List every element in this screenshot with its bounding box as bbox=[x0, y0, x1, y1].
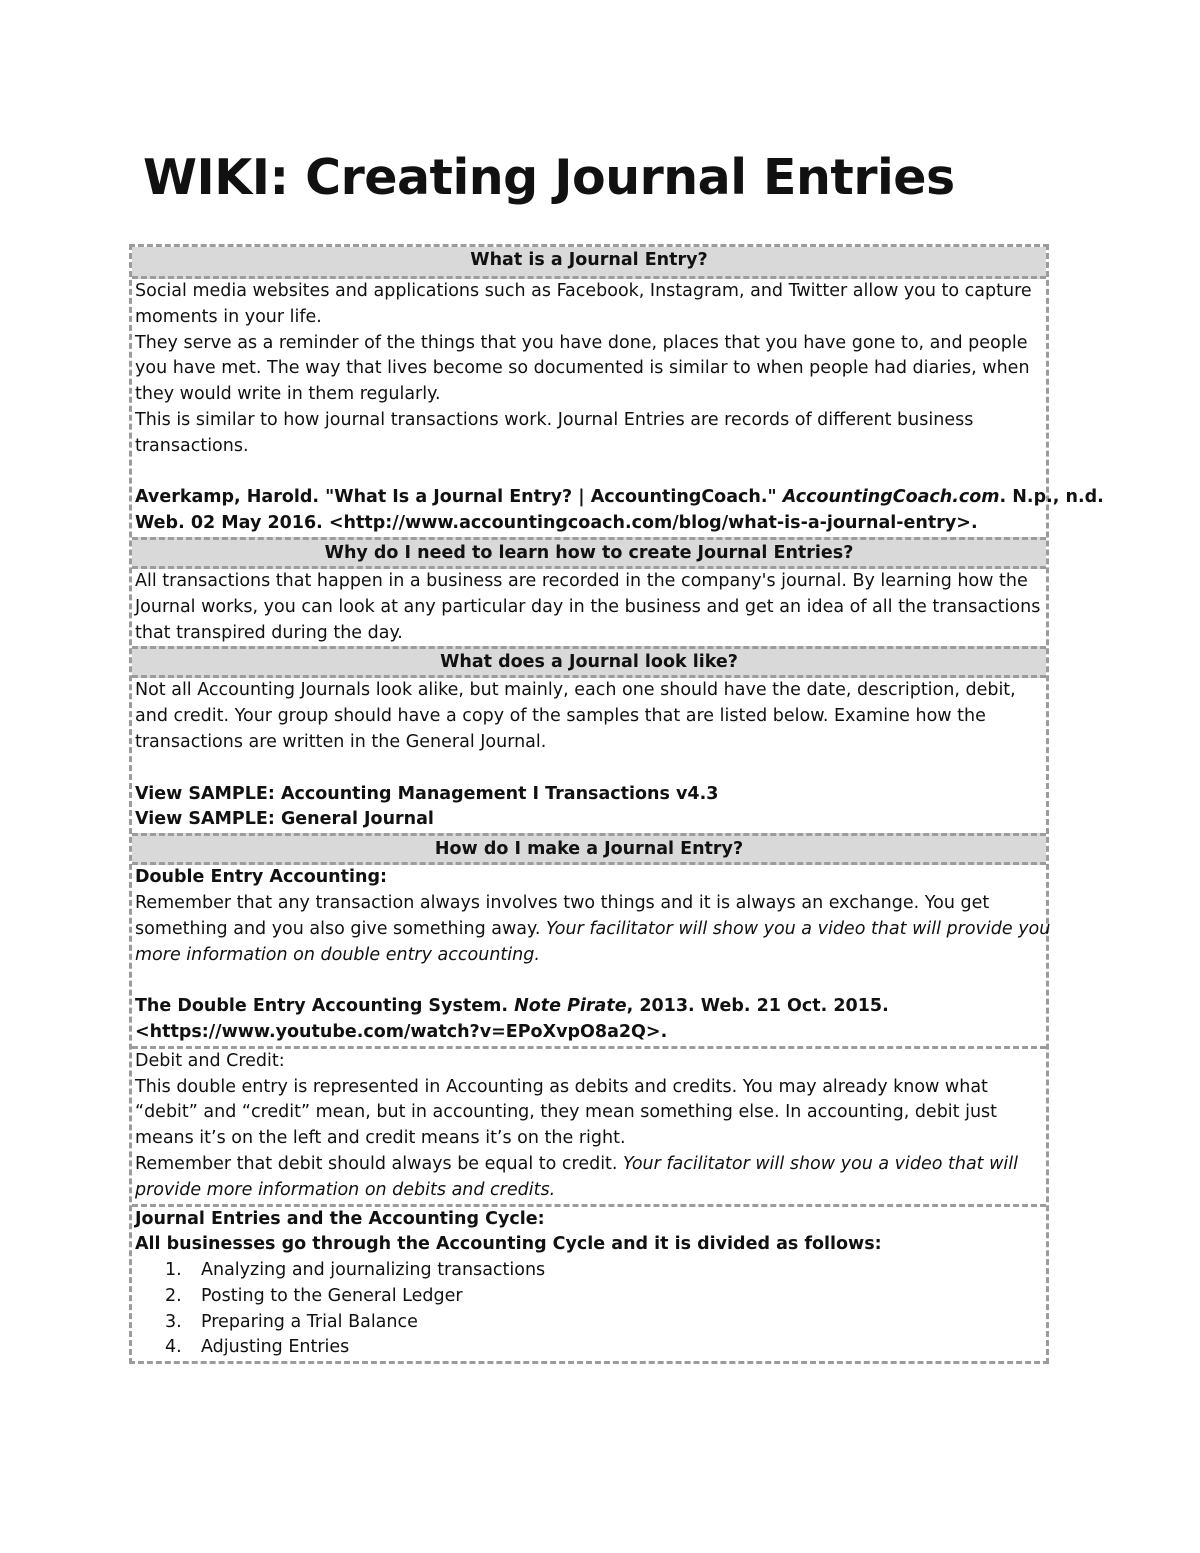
body-line bbox=[135, 917, 1051, 943]
blank-line bbox=[135, 460, 1042, 486]
body-line: Journal works, you can look at any particular day in the business and get an idea of all the transactions bbox=[135, 596, 1041, 617]
citation-source-title: Note Pirate bbox=[514, 996, 627, 1017]
body-line: they would write in them regularly. bbox=[135, 384, 441, 405]
section-body-what-is-journal-entry bbox=[132, 279, 1104, 537]
body-text: Remember that debit should always be equal to credit. bbox=[135, 1153, 624, 1174]
citation-url-line: Web. 02 May 2016. <http://www.accountingcoach.com/blog/what-is-a-journal-entry>. bbox=[135, 513, 978, 534]
cycle-subheading: All businesses go through the Accounting Cycle and it is divided as follows: bbox=[135, 1234, 882, 1255]
wiki-table bbox=[129, 244, 1104, 1364]
facilitator-note: more information on double entry accounting. bbox=[135, 944, 540, 965]
list-item bbox=[135, 1258, 1042, 1284]
section-header-what-is-journal-entry: What is a Journal Entry? bbox=[132, 247, 1046, 279]
page-title: WIKI: Creating Journal Entries bbox=[143, 149, 955, 206]
body-line: moments in your life. bbox=[135, 306, 322, 327]
body-line: and credit. Your group should have a copy of the samples that are listed below. Examine how the bbox=[135, 706, 986, 727]
list-item-text: Adjusting Entries bbox=[201, 1337, 350, 1358]
double-entry-cell bbox=[132, 865, 1051, 1046]
list-number: 2. bbox=[165, 1285, 182, 1306]
section-header-journal-look: What does a Journal look like? bbox=[132, 646, 1046, 678]
facilitator-note: Your facilitator will show you a video that will bbox=[623, 1153, 1018, 1174]
body-line: This is similar to how journal transactions work. Journal Entries are records of different business bbox=[135, 409, 974, 430]
accounting-cycle-cell bbox=[132, 1204, 1046, 1362]
accounting-cycle-list bbox=[135, 1258, 1042, 1361]
list-item bbox=[135, 1335, 1042, 1361]
list-number: 4. bbox=[165, 1337, 182, 1358]
section-header-why-learn: Why do I need to learn how to create Journal Entries? bbox=[132, 537, 1046, 569]
body-line: This double entry is represented in Accounting as debits and credits. You may already know what bbox=[135, 1076, 988, 1097]
list-item bbox=[135, 1310, 1042, 1336]
citation-text: . N.p., n.d. bbox=[999, 487, 1104, 508]
list-item-text: Analyzing and journalizing transactions bbox=[201, 1260, 546, 1281]
list-number: 3. bbox=[165, 1311, 182, 1332]
section-header-make-entry: How do I make a Journal Entry? bbox=[132, 833, 1046, 865]
facilitator-note: Your facilitator will show you a video that will provide you bbox=[546, 918, 1051, 939]
debit-credit-cell bbox=[132, 1046, 1046, 1204]
citation-url-line: <https://www.youtube.com/watch?v=EPoXvpO8a2Q>. bbox=[135, 1021, 668, 1042]
list-item-text: Preparing a Trial Balance bbox=[201, 1311, 418, 1332]
sample-link-general-journal[interactable]: View SAMPLE: General Journal bbox=[135, 809, 434, 830]
blank-line bbox=[135, 756, 1042, 782]
body-line: They serve as a reminder of the things that you have done, places that you have gone to, and people bbox=[135, 332, 1028, 353]
body-line: Social media websites and applications such as Facebook, Instagram, and Twitter allow you to capture bbox=[135, 281, 1032, 301]
list-item bbox=[135, 1284, 1042, 1310]
body-text: something and you also give something away. bbox=[135, 918, 547, 939]
sample-link-transactions[interactable]: View SAMPLE: Accounting Management I Transactions v4.3 bbox=[135, 783, 719, 804]
debit-credit-heading: Debit and Credit: bbox=[135, 1050, 285, 1071]
list-number: 1. bbox=[165, 1260, 182, 1281]
body-line: means it’s on the left and credit means it’s on the right. bbox=[135, 1128, 626, 1149]
body-line: transactions are written in the General Journal. bbox=[135, 731, 547, 752]
body-line: Not all Accounting Journals look alike, but mainly, each one should have the date, description, debit, bbox=[135, 680, 1016, 701]
citation-text: , 2013. Web. 21 Oct. 2015. bbox=[626, 996, 889, 1017]
facilitator-note: provide more information on debits and credits. bbox=[135, 1179, 556, 1200]
blank-line bbox=[135, 968, 1042, 994]
citation-text: Averkamp, Harold. "What Is a Journal Entry? | AccountingCoach." bbox=[135, 487, 783, 508]
list-item-text: Posting to the General Ledger bbox=[201, 1285, 463, 1306]
citation-note-pirate bbox=[135, 994, 1042, 1020]
cycle-heading: Journal Entries and the Accounting Cycle: bbox=[135, 1208, 545, 1229]
body-line: transactions. bbox=[135, 435, 249, 456]
body-line: “debit” and “credit” mean, but in accounting, they mean something else. In accounting, debit just bbox=[135, 1102, 998, 1123]
body-line: Remember that any transaction always involves two things and it is always an exchange. You get bbox=[135, 892, 990, 913]
citation-text: The Double Entry Accounting System. bbox=[135, 996, 515, 1017]
body-line: All transactions that happen in a business are recorded in the company's journal. By learning how the bbox=[135, 570, 1028, 591]
double-entry-heading: Double Entry Accounting: bbox=[135, 867, 387, 888]
section-body-why-learn bbox=[132, 569, 1046, 646]
body-line bbox=[135, 1152, 1042, 1178]
body-line: that transpired during the day. bbox=[135, 622, 403, 643]
citation-source-title: AccountingCoach.com bbox=[782, 487, 1000, 508]
body-line: you have met. The way that lives become so documented is similar to when people had diaries, when bbox=[135, 358, 1030, 379]
section-body-journal-look bbox=[132, 678, 1046, 833]
citation-averkamp bbox=[135, 485, 1104, 511]
